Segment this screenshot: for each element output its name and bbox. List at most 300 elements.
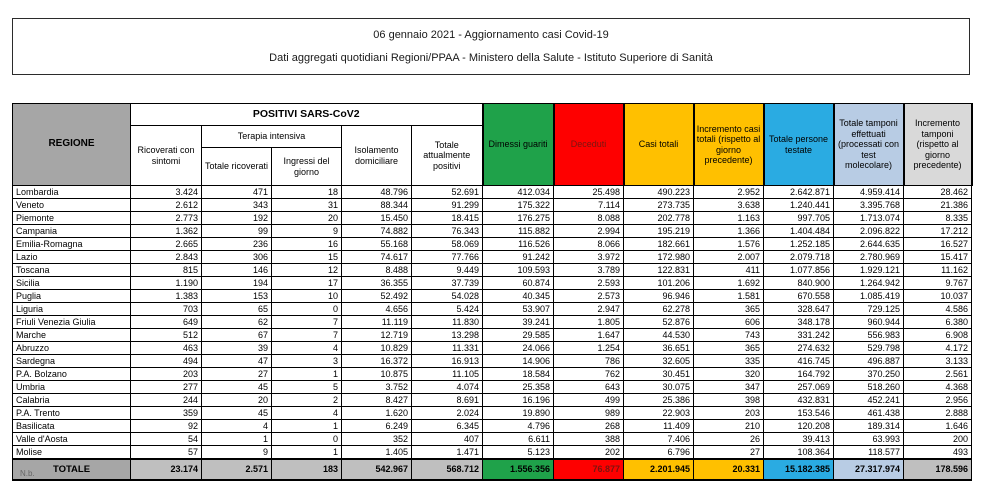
table-row <box>13 446 972 460</box>
value-cell: 11.105 <box>412 368 483 381</box>
table-row <box>13 290 972 303</box>
value-cell: 76.343 <box>412 225 483 238</box>
value-cell: 1.713.074 <box>834 212 904 225</box>
footnote-fragment: N.b. <box>20 469 35 478</box>
value-cell: 96.946 <box>624 290 694 303</box>
value-cell: 529.798 <box>834 342 904 355</box>
value-cell: 273.735 <box>624 199 694 212</box>
column-header-ricoverati: Ricoverati con sintomi <box>131 126 202 186</box>
value-cell: 1.240.441 <box>764 199 834 212</box>
value-cell: 10.875 <box>342 368 412 381</box>
value-cell: 1.576 <box>694 238 764 251</box>
value-cell: 39 <box>202 342 272 355</box>
value-cell: 4.959.414 <box>834 186 904 199</box>
value-cell: 1.929.121 <box>834 264 904 277</box>
value-cell: 331.242 <box>764 329 834 342</box>
value-cell: 57 <box>131 446 202 460</box>
value-cell: 11.409 <box>624 420 694 433</box>
value-cell: 36.651 <box>624 342 694 355</box>
value-cell: 471 <box>202 186 272 199</box>
value-cell: 5 <box>272 381 342 394</box>
value-cell: 365 <box>694 303 764 316</box>
value-cell: 18.415 <box>412 212 483 225</box>
value-cell: 30.075 <box>624 381 694 394</box>
value-cell: 53.907 <box>483 303 554 316</box>
value-cell: 412.034 <box>483 186 554 199</box>
value-cell: 997.705 <box>764 212 834 225</box>
value-cell: 195.219 <box>624 225 694 238</box>
value-cell: 26 <box>694 433 764 446</box>
value-cell: 54.028 <box>412 290 483 303</box>
table-row <box>13 433 972 446</box>
value-cell: 31 <box>272 199 342 212</box>
value-cell: 122.831 <box>624 264 694 277</box>
value-cell: 45 <box>202 407 272 420</box>
value-cell: 6.380 <box>904 316 972 329</box>
value-cell: 27 <box>694 446 764 460</box>
value-cell: 729.125 <box>834 303 904 316</box>
value-cell: 99 <box>202 225 272 238</box>
column-header-attualmente-positivi: Totale attualmente positivi <box>412 126 483 186</box>
table-row <box>13 277 972 290</box>
table-row <box>13 342 972 355</box>
table-row <box>13 381 972 394</box>
value-cell: 16.527 <box>904 238 972 251</box>
value-cell: 2.956 <box>904 394 972 407</box>
value-cell: 1.085.419 <box>834 290 904 303</box>
value-cell: 4.368 <box>904 381 972 394</box>
value-cell: 1.383 <box>131 290 202 303</box>
value-cell: 277 <box>131 381 202 394</box>
region-name: Umbria <box>13 381 131 394</box>
value-cell: 365 <box>694 342 764 355</box>
region-name: Piemonte <box>13 212 131 225</box>
region-name: P.A. Bolzano <box>13 368 131 381</box>
total-value-cell: 27.317.974 <box>834 459 904 480</box>
total-value-cell: 183 <box>272 459 342 480</box>
value-cell: 16.913 <box>412 355 483 368</box>
value-cell: 499 <box>554 394 624 407</box>
value-cell: 1.404.484 <box>764 225 834 238</box>
value-cell: 463 <box>131 342 202 355</box>
value-cell: 7 <box>272 329 342 342</box>
column-header-dimessi-guariti: Dimessi guariti <box>483 104 554 186</box>
value-cell: 461.438 <box>834 407 904 420</box>
value-cell: 257.069 <box>764 381 834 394</box>
total-value-cell: 2.201.945 <box>624 459 694 480</box>
value-cell: 5.424 <box>412 303 483 316</box>
column-header-persone-testate: Totale persone testate <box>764 104 834 186</box>
region-name: Campania <box>13 225 131 238</box>
total-value-cell: 23.174 <box>131 459 202 480</box>
value-cell: 388 <box>554 433 624 446</box>
region-name: P.A. Trento <box>13 407 131 420</box>
value-cell: 52.691 <box>412 186 483 199</box>
value-cell: 2.773 <box>131 212 202 225</box>
value-cell: 16 <box>272 238 342 251</box>
value-cell: 786 <box>554 355 624 368</box>
region-name: Liguria <box>13 303 131 316</box>
value-cell: 52.876 <box>624 316 694 329</box>
value-cell: 6.908 <box>904 329 972 342</box>
value-cell: 10.829 <box>342 342 412 355</box>
value-cell: 2.947 <box>554 303 624 316</box>
value-cell: 146 <box>202 264 272 277</box>
value-cell: 347 <box>694 381 764 394</box>
value-cell: 236 <box>202 238 272 251</box>
column-header-incremento-tamponi: Incremento tamponi (rispetto al giorno precedente) <box>904 104 972 186</box>
table-row <box>13 238 972 251</box>
value-cell: 2.007 <box>694 251 764 264</box>
value-cell: 153 <box>202 290 272 303</box>
value-cell: 175.322 <box>483 199 554 212</box>
value-cell: 4 <box>272 342 342 355</box>
value-cell: 4 <box>272 407 342 420</box>
column-header-casi-totali: Casi totali <box>624 104 694 186</box>
value-cell: 1.647 <box>554 329 624 342</box>
value-cell: 3.133 <box>904 355 972 368</box>
region-name: Toscana <box>13 264 131 277</box>
value-cell: 1.471 <box>412 446 483 460</box>
bulletin-subtitle: Dati aggregati quotidiani Regioni/PPAA - Ministero della Salute - Istituto Superiore di Sanità <box>269 51 713 64</box>
table-row <box>13 212 972 225</box>
value-cell: 8.335 <box>904 212 972 225</box>
value-cell: 268 <box>554 420 624 433</box>
value-cell: 703 <box>131 303 202 316</box>
value-cell: 2.612 <box>131 199 202 212</box>
value-cell: 91.299 <box>412 199 483 212</box>
value-cell: 244 <box>131 394 202 407</box>
value-cell: 7 <box>272 316 342 329</box>
value-cell: 62.278 <box>624 303 694 316</box>
value-cell: 9.449 <box>412 264 483 277</box>
value-cell: 18 <box>272 186 342 199</box>
value-cell: 21.386 <box>904 199 972 212</box>
value-cell: 63.993 <box>834 433 904 446</box>
value-cell: 200 <box>904 433 972 446</box>
value-cell: 1.077.856 <box>764 264 834 277</box>
value-cell: 22.903 <box>624 407 694 420</box>
bulletin-title: 06 gennaio 2021 - Aggiornamento casi Covid-19 <box>373 29 609 42</box>
value-cell: 7.114 <box>554 199 624 212</box>
value-cell: 11.119 <box>342 316 412 329</box>
value-cell: 3.395.768 <box>834 199 904 212</box>
value-cell: 116.526 <box>483 238 554 251</box>
value-cell: 74.882 <box>342 225 412 238</box>
value-cell: 28.462 <box>904 186 972 199</box>
value-cell: 2.644.635 <box>834 238 904 251</box>
table-row <box>13 199 972 212</box>
value-cell: 1.692 <box>694 277 764 290</box>
value-cell: 370.250 <box>834 368 904 381</box>
value-cell: 9 <box>202 446 272 460</box>
value-cell: 8.488 <box>342 264 412 277</box>
value-cell: 512 <box>131 329 202 342</box>
value-cell: 25.498 <box>554 186 624 199</box>
value-cell: 556.983 <box>834 329 904 342</box>
value-cell: 2.573 <box>554 290 624 303</box>
table-row <box>13 394 972 407</box>
column-header-regione: REGIONE <box>13 104 131 186</box>
value-cell: 670.558 <box>764 290 834 303</box>
value-cell: 202.778 <box>624 212 694 225</box>
value-cell: 1.366 <box>694 225 764 238</box>
value-cell: 3.424 <box>131 186 202 199</box>
value-cell: 2.024 <box>412 407 483 420</box>
value-cell: 352 <box>342 433 412 446</box>
table-row <box>13 368 972 381</box>
value-cell: 989 <box>554 407 624 420</box>
value-cell: 8.088 <box>554 212 624 225</box>
total-value-cell: 178.596 <box>904 459 972 480</box>
value-cell: 17.212 <box>904 225 972 238</box>
value-cell: 815 <box>131 264 202 277</box>
value-cell: 348.178 <box>764 316 834 329</box>
value-cell: 606 <box>694 316 764 329</box>
value-cell: 15 <box>272 251 342 264</box>
value-cell: 44.530 <box>624 329 694 342</box>
region-name: Sardegna <box>13 355 131 368</box>
total-row <box>13 459 972 480</box>
value-cell: 9 <box>272 225 342 238</box>
value-cell: 88.344 <box>342 199 412 212</box>
table-row <box>13 420 972 433</box>
value-cell: 176.275 <box>483 212 554 225</box>
region-name: Emilia-Romagna <box>13 238 131 251</box>
value-cell: 0 <box>272 303 342 316</box>
value-cell: 1.362 <box>131 225 202 238</box>
value-cell: 1.163 <box>694 212 764 225</box>
value-cell: 2.079.718 <box>764 251 834 264</box>
value-cell: 6.611 <box>483 433 554 446</box>
value-cell: 30.451 <box>624 368 694 381</box>
value-cell: 2.665 <box>131 238 202 251</box>
value-cell: 643 <box>554 381 624 394</box>
column-header-totale-ricoverati: Totale ricoverati <box>202 148 272 186</box>
table-row <box>13 407 972 420</box>
value-cell: 15.450 <box>342 212 412 225</box>
value-cell: 8.427 <box>342 394 412 407</box>
value-cell: 203 <box>694 407 764 420</box>
table-row <box>13 186 972 199</box>
value-cell: 8.066 <box>554 238 624 251</box>
value-cell: 25.386 <box>624 394 694 407</box>
value-cell: 494 <box>131 355 202 368</box>
total-value-cell: 15.182.385 <box>764 459 834 480</box>
value-cell: 359 <box>131 407 202 420</box>
value-cell: 1.620 <box>342 407 412 420</box>
value-cell: 9.767 <box>904 277 972 290</box>
value-cell: 3 <box>272 355 342 368</box>
value-cell: 65 <box>202 303 272 316</box>
value-cell: 194 <box>202 277 272 290</box>
value-cell: 762 <box>554 368 624 381</box>
value-cell: 54 <box>131 433 202 446</box>
region-name: Calabria <box>13 394 131 407</box>
value-cell: 40.345 <box>483 290 554 303</box>
value-cell: 8.691 <box>412 394 483 407</box>
value-cell: 47 <box>202 355 272 368</box>
value-cell: 490.223 <box>624 186 694 199</box>
value-cell: 2.593 <box>554 277 624 290</box>
value-cell: 320 <box>694 368 764 381</box>
value-cell: 1.190 <box>131 277 202 290</box>
value-cell: 189.314 <box>834 420 904 433</box>
value-cell: 39.241 <box>483 316 554 329</box>
region-name: Lombardia <box>13 186 131 199</box>
value-cell: 74.617 <box>342 251 412 264</box>
value-cell: 1.405 <box>342 446 412 460</box>
value-cell: 2.780.969 <box>834 251 904 264</box>
region-name: Abruzzo <box>13 342 131 355</box>
value-cell: 6.796 <box>624 446 694 460</box>
table-header <box>13 104 972 186</box>
value-cell: 29.585 <box>483 329 554 342</box>
value-cell: 27 <box>202 368 272 381</box>
total-label: TOTALE <box>13 459 131 480</box>
value-cell: 4 <box>202 420 272 433</box>
value-cell: 172.980 <box>624 251 694 264</box>
value-cell: 18.584 <box>483 368 554 381</box>
value-cell: 2.096.822 <box>834 225 904 238</box>
group-header-positivi: POSITIVI SARS-CoV2 <box>131 104 483 126</box>
value-cell: 14.906 <box>483 355 554 368</box>
value-cell: 36.355 <box>342 277 412 290</box>
value-cell: 743 <box>694 329 764 342</box>
value-cell: 182.661 <box>624 238 694 251</box>
value-cell: 109.593 <box>483 264 554 277</box>
value-cell: 496.887 <box>834 355 904 368</box>
value-cell: 432.831 <box>764 394 834 407</box>
value-cell: 2.642.871 <box>764 186 834 199</box>
value-cell: 6.249 <box>342 420 412 433</box>
value-cell: 960.944 <box>834 316 904 329</box>
value-cell: 1.805 <box>554 316 624 329</box>
value-cell: 164.792 <box>764 368 834 381</box>
value-cell: 19.890 <box>483 407 554 420</box>
value-cell: 2.994 <box>554 225 624 238</box>
value-cell: 493 <box>904 446 972 460</box>
value-cell: 20 <box>202 394 272 407</box>
value-cell: 12.719 <box>342 329 412 342</box>
value-cell: 92 <box>131 420 202 433</box>
value-cell: 202 <box>554 446 624 460</box>
value-cell: 48.796 <box>342 186 412 199</box>
value-cell: 335 <box>694 355 764 368</box>
value-cell: 58.069 <box>412 238 483 251</box>
value-cell: 210 <box>694 420 764 433</box>
value-cell: 55.168 <box>342 238 412 251</box>
total-value-cell: 76.877 <box>554 459 624 480</box>
value-cell: 20 <box>272 212 342 225</box>
table-row <box>13 316 972 329</box>
table-row <box>13 264 972 277</box>
value-cell: 60.874 <box>483 277 554 290</box>
value-cell: 15.417 <box>904 251 972 264</box>
value-cell: 77.766 <box>412 251 483 264</box>
value-cell: 1.646 <box>904 420 972 433</box>
table-row <box>13 251 972 264</box>
value-cell: 328.647 <box>764 303 834 316</box>
value-cell: 0 <box>272 433 342 446</box>
column-header-tamponi: Totale tamponi effettuati (processati con test molecolare) <box>834 104 904 186</box>
table-row <box>13 303 972 316</box>
value-cell: 416.745 <box>764 355 834 368</box>
value-cell: 3.972 <box>554 251 624 264</box>
value-cell: 649 <box>131 316 202 329</box>
value-cell: 118.577 <box>834 446 904 460</box>
table-row <box>13 329 972 342</box>
value-cell: 101.206 <box>624 277 694 290</box>
value-cell: 2.561 <box>904 368 972 381</box>
value-cell: 1 <box>272 368 342 381</box>
value-cell: 4.074 <box>412 381 483 394</box>
region-name: Marche <box>13 329 131 342</box>
region-name: Valle d'Aosta <box>13 433 131 446</box>
column-header-deceduti: Deceduti <box>554 104 624 186</box>
value-cell: 452.241 <box>834 394 904 407</box>
total-value-cell: 568.712 <box>412 459 483 480</box>
region-name: Sicilia <box>13 277 131 290</box>
value-cell: 3.789 <box>554 264 624 277</box>
value-cell: 32.605 <box>624 355 694 368</box>
value-cell: 1.264.942 <box>834 277 904 290</box>
value-cell: 203 <box>131 368 202 381</box>
region-name: Veneto <box>13 199 131 212</box>
value-cell: 10.037 <box>904 290 972 303</box>
value-cell: 192 <box>202 212 272 225</box>
value-cell: 11.830 <box>412 316 483 329</box>
total-value-cell: 20.331 <box>694 459 764 480</box>
value-cell: 840.900 <box>764 277 834 290</box>
value-cell: 13.298 <box>412 329 483 342</box>
value-cell: 2.888 <box>904 407 972 420</box>
value-cell: 274.632 <box>764 342 834 355</box>
total-value-cell: 542.967 <box>342 459 412 480</box>
value-cell: 62 <box>202 316 272 329</box>
table-row <box>13 355 972 368</box>
value-cell: 3.752 <box>342 381 412 394</box>
table-body <box>13 186 972 481</box>
value-cell: 115.882 <box>483 225 554 238</box>
region-name: Molise <box>13 446 131 460</box>
value-cell: 39.413 <box>764 433 834 446</box>
value-cell: 16.372 <box>342 355 412 368</box>
value-cell: 2.952 <box>694 186 764 199</box>
value-cell: 1.254 <box>554 342 624 355</box>
value-cell: 4.172 <box>904 342 972 355</box>
value-cell: 45 <box>202 381 272 394</box>
value-cell: 108.364 <box>764 446 834 460</box>
covid-region-table <box>12 103 973 481</box>
value-cell: 4.796 <box>483 420 554 433</box>
value-cell: 2.843 <box>131 251 202 264</box>
value-cell: 1.252.185 <box>764 238 834 251</box>
value-cell: 11.331 <box>412 342 483 355</box>
value-cell: 3.638 <box>694 199 764 212</box>
value-cell: 1 <box>272 446 342 460</box>
column-header-isolamento: Isolamento domiciliare <box>342 126 412 186</box>
table-row <box>13 225 972 238</box>
value-cell: 343 <box>202 199 272 212</box>
value-cell: 4.586 <box>904 303 972 316</box>
value-cell: 407 <box>412 433 483 446</box>
region-name: Lazio <box>13 251 131 264</box>
value-cell: 306 <box>202 251 272 264</box>
value-cell: 5.123 <box>483 446 554 460</box>
value-cell: 1 <box>202 433 272 446</box>
total-value-cell: 1.556.356 <box>483 459 554 480</box>
